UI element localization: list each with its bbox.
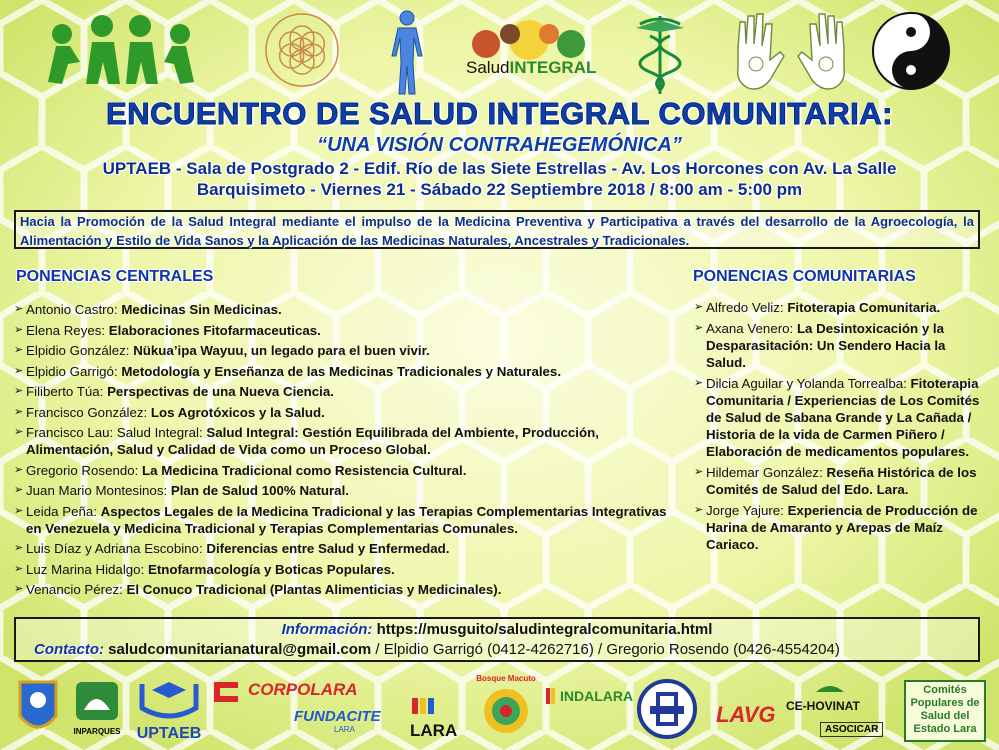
bullet-arrow-icon: ➢	[694, 301, 704, 313]
talk-item	[14, 342, 682, 359]
talk-topic: Salud Integral: Gestión Equilibrada del Ambiente, Producción, Alimentación, Salud y Calidad de Vida como un Proceso Global.	[26, 425, 599, 457]
speaker-name: Axana Venero:	[706, 321, 797, 336]
talk-item	[14, 322, 682, 339]
uptaeb-logo	[132, 678, 206, 743]
uptaeb-emblem-icon	[132, 678, 206, 720]
healing-hands-icon	[730, 8, 852, 98]
talk-topic: El Conuco Tradicional (Plantas Alimenticias y Medicinales).	[126, 582, 502, 597]
bullet-arrow-icon: ➢	[14, 405, 24, 418]
talk-topic: Aspectos Legales de la Medicina Tradicional y las Terapias Complementarias Integrativas en Venezuela y Medicina Tradicional y Terapias Complementarias Comunales.	[26, 503, 667, 536]
talk-item	[14, 462, 682, 479]
bullet-arrow-icon: ➢	[14, 484, 24, 496]
talk-topic: La Desintoxicación y la Desparasitación: Un Sendero Hacia la Salud.	[706, 321, 946, 370]
caduceus-icon	[630, 10, 690, 96]
talk-item	[14, 540, 682, 557]
talk-item	[694, 299, 984, 316]
talk-item	[694, 375, 984, 460]
bullet-arrow-icon: ➢	[694, 377, 704, 389]
speaker-name: Elena Reyes:	[26, 322, 109, 338]
speaker-name: Hildemar González:	[706, 465, 827, 480]
indalara-emblem-icon	[544, 686, 560, 706]
talk-item	[14, 301, 682, 318]
talk-item	[694, 502, 984, 553]
corpolara-logo	[210, 678, 358, 708]
info-label: Información:	[281, 621, 373, 638]
speaker-name: Gregorio Rosendo:	[26, 462, 143, 478]
talk-topic: Los Agrotóxicos y la Salud.	[150, 404, 325, 420]
lara-gov-logo	[410, 694, 470, 741]
talk-topic: Perspectivas de una Nueva Ciencia.	[107, 384, 334, 399]
info-url[interactable]: https://musguito/saludintegralcomunitaria.html	[376, 621, 713, 638]
speaker-name: Jorge Yajure:	[706, 503, 788, 518]
institution-round-icon	[636, 678, 698, 740]
bullet-arrow-icon: ➢	[694, 504, 704, 516]
contact-label: Contacto:	[34, 641, 104, 658]
bullet-arrow-icon: ➢	[14, 463, 24, 476]
central-talks-list	[14, 301, 682, 602]
corpolara-text: CORPOLARA	[248, 680, 358, 699]
talk-item	[694, 320, 984, 371]
community-heading: PONENCIAS COMUNITARIAS	[693, 268, 916, 285]
lavg-logo	[716, 702, 776, 728]
uptaeb-text: UPTAEB	[136, 725, 202, 742]
bosque-text: Bosque Macuto	[476, 674, 536, 683]
bullet-arrow-icon: ➢	[694, 466, 704, 478]
corpolara-emblem-icon	[210, 678, 244, 704]
flower-of-life-icon	[262, 10, 342, 90]
header-icon-row	[0, 4, 999, 99]
bullet-arrow-icon: ➢	[14, 344, 24, 356]
inparques-text: INPARQUES	[73, 727, 121, 736]
integral-brand: INTEGRAL	[509, 58, 597, 77]
speaker-name: Dilcia Aguilar y Yolanda Torrealba:	[706, 376, 911, 391]
event-title: ENCUENTRO DE SALUD INTEGRAL COMUNITARIA:	[106, 96, 893, 131]
indalara-text: INDALARA	[560, 688, 634, 704]
inparques-emblem-icon	[72, 680, 122, 722]
fundacite-subtext: LARA	[334, 725, 355, 734]
bullet-arrow-icon: ➢	[14, 542, 24, 554]
salud-integral-logo	[466, 14, 597, 84]
hovinat-logo	[786, 680, 874, 713]
comites-populares-logo: Comités Populares de Salud del Estado Lara	[904, 680, 986, 742]
talk-item	[14, 363, 682, 380]
talk-item	[694, 464, 984, 498]
human-body-icon	[382, 8, 432, 98]
talk-topic: Fitoterapia Comunitaria.	[787, 300, 941, 315]
event-venue: UPTAEB - Sala de Postgrado 2 - Edif. Río de las Siete Estrellas - Av. Los Horcones con Av. La Salle	[102, 159, 897, 178]
hovinat-emblem-icon	[786, 680, 874, 694]
talk-topic: Elaboraciones Fitofarmaceuticas.	[108, 322, 321, 338]
speaker-name: Elpidio Garrigó:	[26, 363, 122, 379]
contact-email[interactable]: saludcomunitarianatural@gmail.com	[108, 641, 372, 658]
yin-yang-icon	[870, 10, 952, 92]
talk-topic: Fitoterapia Comunitaria / Experiencias de Los Comités de Salud de Sabana Grande y La Cañada / Historia de la vida de Carmen Piñero / Elaboración de medicamentos populares.	[706, 376, 980, 459]
bosque-macuto-emblem-icon	[476, 683, 536, 739]
speaker-name: Filiberto Túa:	[26, 384, 108, 399]
bullet-arrow-icon: ➢	[14, 303, 24, 315]
talk-item	[14, 503, 682, 537]
talk-item	[14, 561, 682, 578]
info-box	[14, 617, 980, 662]
talk-topic: Reseña Histórica de los Comités de Salud del Edo. Lara.	[706, 465, 977, 497]
event-subtitle: “UNA VISIÓN CONTRAHEGEMÓNICA”	[317, 134, 682, 156]
contact-line	[34, 641, 840, 658]
lara-text: LARA	[410, 721, 458, 740]
bullet-arrow-icon: ➢	[14, 583, 24, 595]
community-talks-list	[694, 299, 984, 557]
event-date: Barquisimeto - Viernes 21 - Sábado 22 Septiembre 2018 / 8:00 am - 5:00 pm	[196, 180, 803, 199]
speaker-name: Luis Díaz y Adriana Escobino:	[26, 541, 207, 556]
central-heading: PONENCIAS CENTRALES	[16, 268, 214, 285]
hovinat-text: CE-HOVINAT	[786, 699, 860, 713]
talk-topic: Experiencia de Producción de Harina de Amaranto y Arepas de Maíz Cariaco.	[706, 503, 978, 552]
speaker-name: Alfredo Veliz:	[706, 300, 788, 315]
speaker-name: Francisco Lau: Salud Integral:	[26, 425, 207, 440]
talk-topic: Medicinas Sin Medicinas.	[121, 302, 282, 317]
bullet-arrow-icon: ➢	[14, 385, 24, 397]
talk-item	[14, 581, 682, 598]
talk-topic: Etnofarmacología y Boticas Populares.	[147, 561, 395, 577]
speaker-name: Antonio Castro:	[26, 302, 122, 317]
talk-item	[14, 424, 682, 458]
bullet-arrow-icon: ➢	[14, 426, 24, 438]
lara-shield-icon	[16, 676, 60, 742]
talk-item	[14, 482, 682, 499]
fundacite-logo	[294, 708, 404, 734]
salud-integral-emblem-icon	[466, 14, 592, 60]
speaker-name: Elpidio González:	[26, 343, 134, 358]
people-group-icon	[40, 12, 200, 92]
talk-topic: Plan de Salud 100% Natural.	[170, 483, 349, 498]
speaker-name: Luz Marina Hidalgo:	[26, 561, 148, 577]
salud-brand: Salud	[466, 58, 510, 77]
fundacite-text: FUNDACITE	[294, 708, 381, 725]
bullet-arrow-icon: ➢	[694, 322, 704, 334]
lara-gov-emblem-icon	[410, 694, 470, 716]
bullet-arrow-icon: ➢	[14, 323, 24, 336]
talk-topic: Metodología y Enseñanza de las Medicinas Tradicionales y Naturales.	[121, 363, 562, 379]
talk-topic: Diferencias entre Salud y Enfermedad.	[206, 541, 450, 556]
speaker-name: Leida Peña:	[26, 503, 101, 519]
bullet-arrow-icon: ➢	[14, 364, 24, 377]
sponsor-logos	[0, 672, 999, 750]
talk-topic: Nükua’ipa Wayuu, un legado para el buen vivir.	[133, 343, 430, 358]
inparques-logo	[72, 680, 122, 736]
bosque-macuto-logo	[476, 674, 536, 744]
speaker-name: Francisco González:	[26, 404, 151, 420]
talk-item	[14, 383, 682, 400]
speaker-name: Venancio Pérez:	[26, 582, 127, 597]
contact-phones: / Elpidio Garrigó (0412-4262716) / Gregorio Rosendo (0426-4554204)	[371, 641, 840, 658]
bullet-arrow-icon: ➢	[14, 562, 24, 575]
intro-box: Hacia la Promoción de la Salud Integral mediante el impulso de la Medicina Preventiva y Participativa a través del desarrollo de la Agroecología, la Alimentación y Estilo de Vida Sanos y la Aplicación de las Medicinas Naturales, Ancestrales y Tradicionales.	[14, 210, 980, 249]
talk-item	[14, 404, 682, 421]
lavg-text: LAVG	[716, 702, 776, 727]
info-line	[16, 621, 978, 638]
talk-topic: La Medicina Tradicional como Resistencia Cultural.	[142, 462, 467, 478]
bullet-arrow-icon: ➢	[14, 504, 24, 517]
speaker-name: Juan Mario Montesinos:	[26, 483, 171, 498]
asocicar-logo: ASOCICAR	[820, 722, 883, 737]
